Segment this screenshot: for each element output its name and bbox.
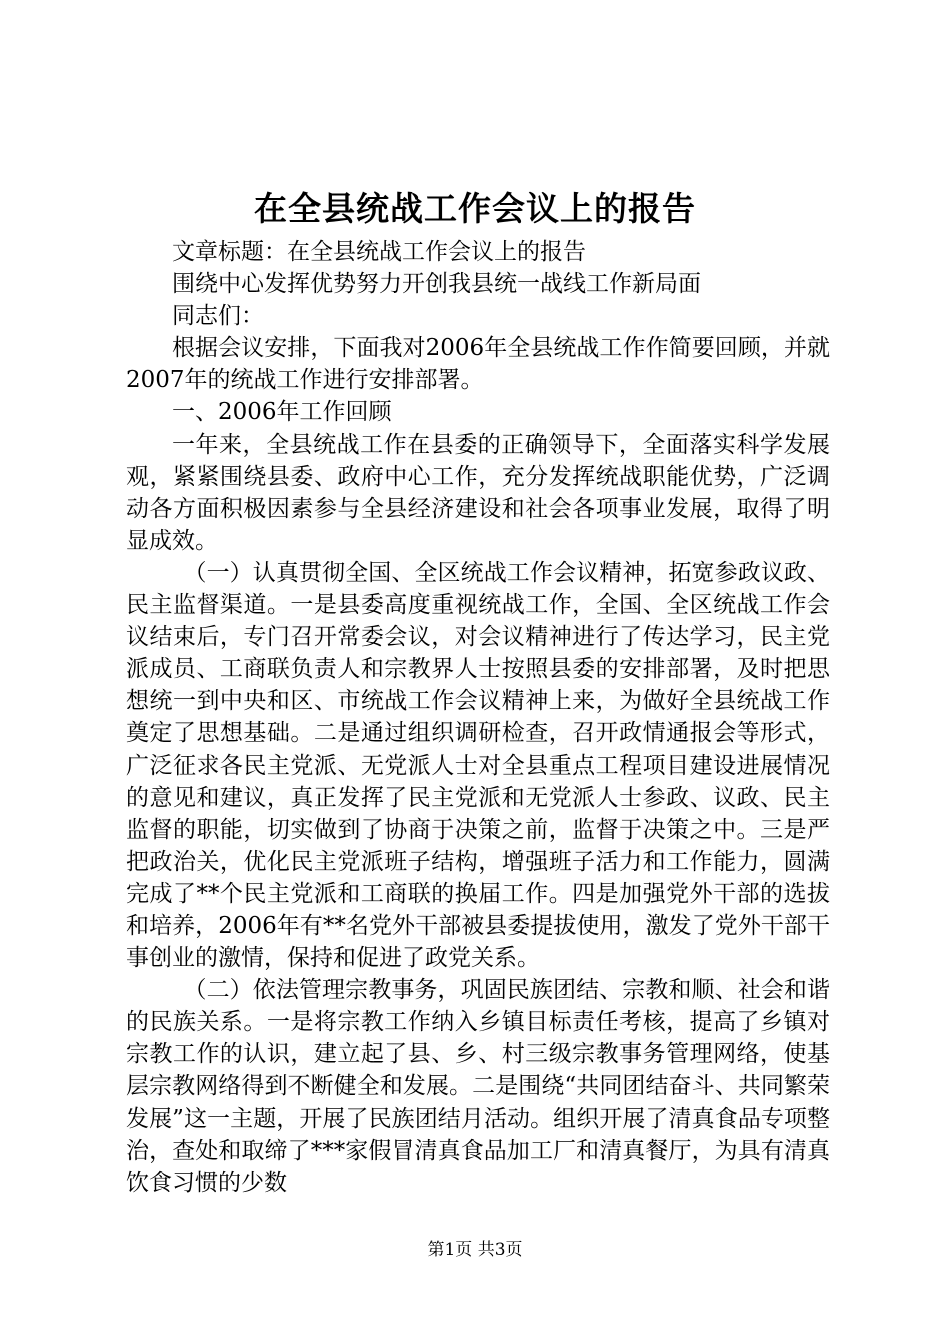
paragraph-intro: 根据会议安排，下面我对2006年全县统战工作作简要回顾，并就2007年的统战工作进行安排部署。 (126, 335, 830, 394)
page-footer: 第1页 共3页 (427, 1240, 523, 1260)
article-title-line: 文章标题：在全县统战工作会议上的报告 (172, 239, 586, 265)
subtitle-line: 围绕中心发挥优势努力开创我县统一战线工作新局面 (172, 271, 701, 298)
paragraph-subsection-2: （二）依法管理宗教事务，巩固民族团结、宗教和顺、社会和谐的民族关系。一是将宗教工作纳入乡镇目标责任考核，提高了乡镇对宗教工作的认识，建立起了县、乡、村三级宗教事务管理网络，使基层宗教网络得到不断健全和发展。二是围绕“共同团结奋斗、共同繁荣发展”这一主题，开展了民族团结月活动。组织开展了清真食品专项整治，查处和取缔了***家假冒清真食品加工厂和清真餐厅，为具有清真饮食习惯的少数 (126, 977, 830, 1196)
section-heading-1: 一、2006年工作回顾 (172, 399, 392, 426)
paragraph-overview: 一年来，全县统战工作在县委的正确领导下，全面落实科学发展观，紧紧围绕县委、政府中心工作，充分发挥统战职能优势，广泛调动各方面积极因素参与全县经济建设和社会各项事业发展，取得了明显成效。 (126, 431, 830, 554)
paragraph-subsection-1: （一）认真贯彻全国、全区统战工作会议精神，拓宽参政议政、民主监督渠道。一是县委高度重视统战工作，全国、全区统战工作会议结束后，专门召开常委会议，对会议精神进行了传达学习，民主党派成员、工商联负责人和宗教界人士按照县委的安排部署，及时把思想统一到中央和区、市统战工作会议精神上来，为做好全县统战工作奠定了思想基础。二是通过组织调研检查，召开政情通报会等形式，广泛征求各民主党派、无党派人士对全县重点工程项目建设进展情况的意见和建议，真正发挥了民主党派和无党派人士参政、议政、民主监督的职能，切实做到了协商于决策之前，监督于决策之中。三是严把政治关，优化民主党派班子结构，增强班子活力和工作能力，圆满完成了**个民主党派和工商联的换届工作。四是加强党外干部的选拔和培养，2006年有**名党外干部被县委提拔使用，激发了党外干部干事创业的激情，保持和促进了政党关系。 (126, 559, 830, 972)
document-title: 在全县统战工作会议上的报告 (254, 189, 696, 228)
salutation: 同志们： (172, 303, 264, 330)
document-body (126, 236, 830, 1199)
